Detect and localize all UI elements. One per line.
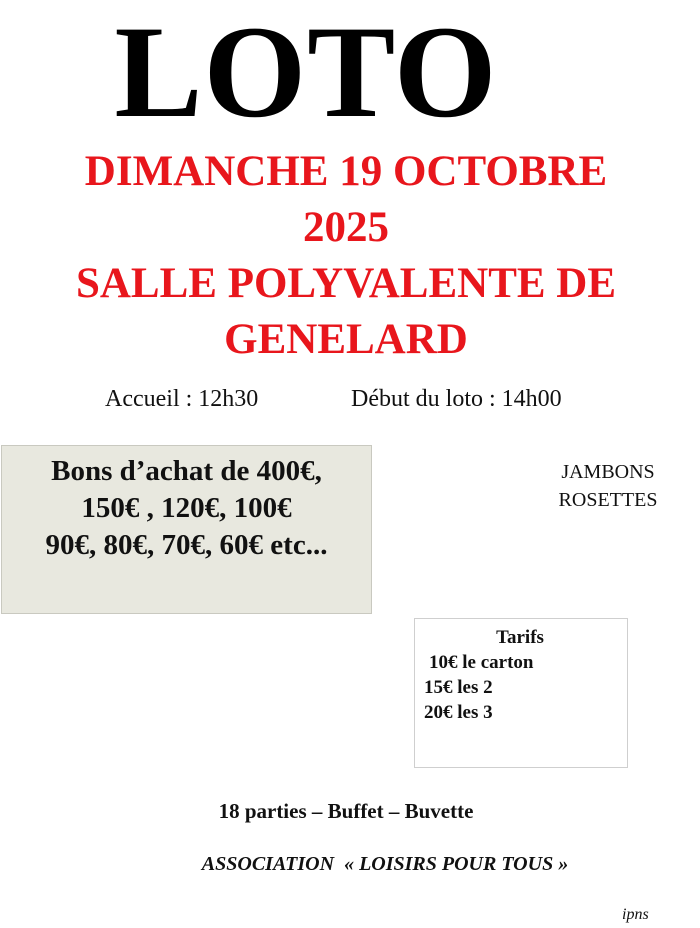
event-year-line: 2025 — [303, 204, 389, 251]
start-time: Début du loto : 14h00 — [351, 386, 562, 412]
tarif-line: 20€ les 3 — [424, 702, 493, 723]
event-details — [0, 144, 692, 368]
event-town-line: GENELARD — [224, 316, 468, 363]
prize-line: Bons d’achat de 400€, — [51, 455, 322, 487]
prizes-box — [1, 445, 372, 614]
welcome-time: Accueil : 12h30 — [105, 386, 259, 412]
event-venue-line: SALLE POLYVALENTE DE — [75, 260, 617, 307]
tarifs-box — [414, 618, 628, 768]
association-name: ASSOCIATION « LOISIRS POUR TOUS » — [201, 853, 569, 875]
flyer-title: LOTO — [114, 0, 498, 145]
lots-list — [548, 458, 668, 514]
prize-line: 150€ , 120€, 100€ — [81, 492, 292, 524]
ipns-footer: ipns — [622, 906, 649, 923]
event-extras: 18 parties – Buffet – Buvette — [218, 799, 474, 823]
tarif-line: 10€ le carton — [429, 652, 534, 673]
prize-line: 90€, 80€, 70€, 60€ etc... — [45, 529, 328, 561]
tarifs-title: Tarifs — [496, 627, 544, 648]
event-date-line: DIMANCHE 19 OCTOBRE — [84, 148, 608, 195]
tarif-line: 15€ les 2 — [424, 677, 493, 698]
lot-item-hams: JAMBONS — [561, 461, 655, 483]
lot-item-rosettes: ROSETTES — [558, 489, 658, 511]
